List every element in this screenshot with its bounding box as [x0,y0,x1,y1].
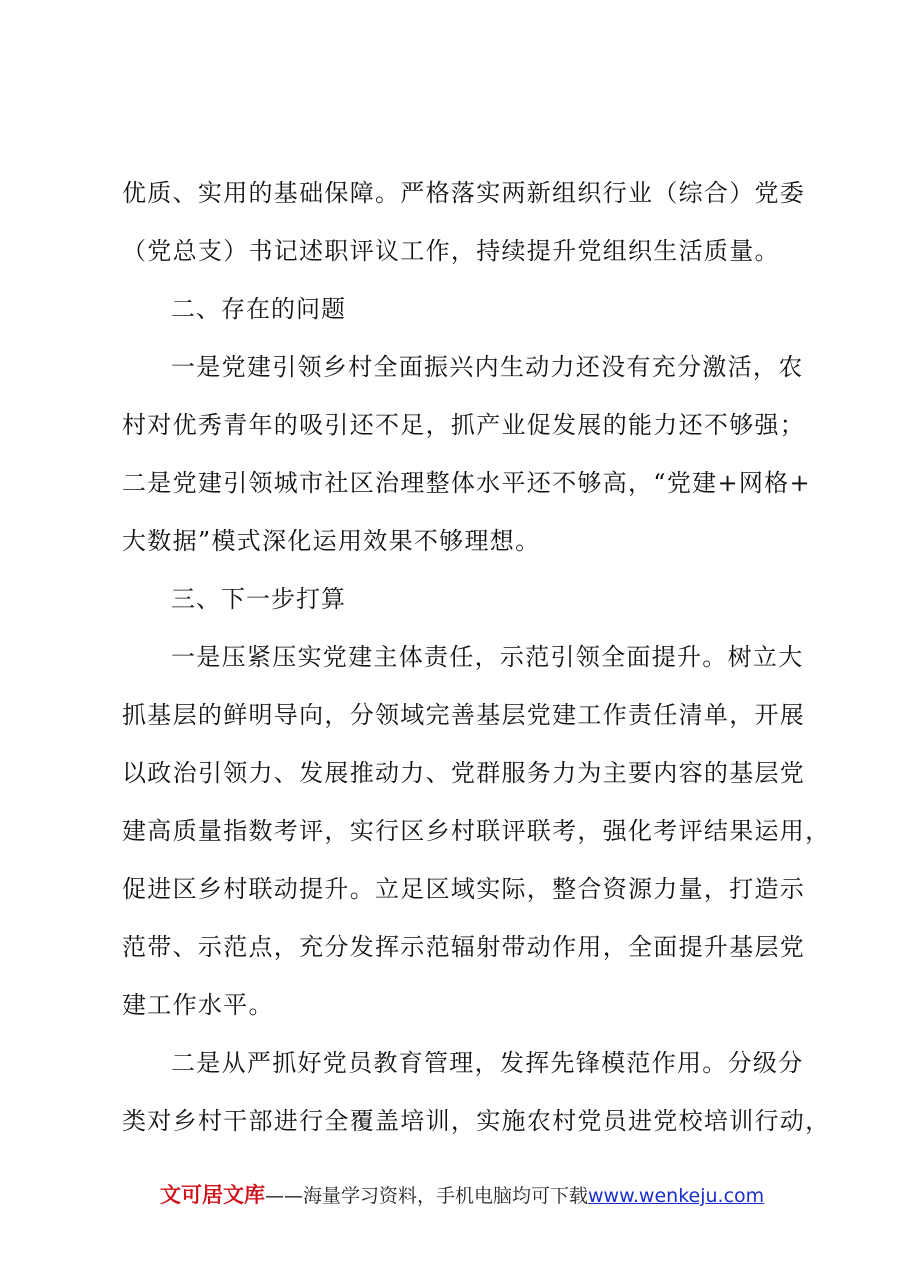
paragraph-line: 大数据”模式深化运用效果不够理想。 [122,527,541,555]
paragraph-line: 范带、示范点，充分发挥示范辐射带动作用，全面提升基层党 [122,933,806,961]
paragraph-2 [122,338,811,570]
paragraph-line: 建工作水平。 [122,991,274,1019]
paragraph-line: 一是压紧压实党建主体责任，示范引领全面提升。树立大 [171,643,804,671]
document-body [122,164,831,1150]
paragraph-4 [122,1034,831,1150]
footer-website-link[interactable]: www.wenkeju.com [588,1185,765,1207]
paragraph-line: 类对乡村干部进行全覆盖培训，实施农村党员进党校培训行动， [122,1107,831,1135]
footer-tagline: 海量学习资料，手机电脑均可下载 [303,1185,589,1207]
paragraph-line: 一是党建引领乡村全面振兴内生动力还没有充分激活，农 [171,353,804,381]
section-heading-next-steps: 三、下一步打算 [171,585,346,613]
paragraph-line: 二是党建引领城市社区治理整体水平还不够高，“党建+网格+ [122,469,811,497]
paragraph-line: （党总支）书记述职评议工作，持续提升党组织生活质量。 [122,237,780,265]
paragraph-line: 优质、实用的基础保障。严格落实两新组织行业（综合）党委 [122,179,806,207]
paragraph-line: 建高质量指数考评，实行区乡村联评联考，强化考评结果运用， [122,817,831,845]
paragraph-line: 促进区乡村联动提升。立足区域实际，整合资源力量，打造示 [122,875,806,903]
paragraph-line: 抓基层的鲜明导向，分领域完善基层党建工作责任清单，开展 [122,701,806,729]
paragraph-line: 以政治引领力、发展推动力、党群服务力为主要内容的基层党 [122,759,806,787]
footer-banner [160,1180,764,1211]
section-heading-problems: 二、存在的问题 [171,295,346,323]
footer-dash: —— [265,1185,303,1207]
paragraph-3 [122,628,831,1034]
footer-brand: 文可居文库 [160,1183,265,1207]
paragraph-line: 二是从严抓好党员教育管理，发挥先锋模范作用。分级分 [171,1049,804,1077]
paragraph-line: 村对优秀青年的吸引还不足，抓产业促发展的能力还不够强； [122,411,806,439]
paragraph-1 [122,164,806,280]
